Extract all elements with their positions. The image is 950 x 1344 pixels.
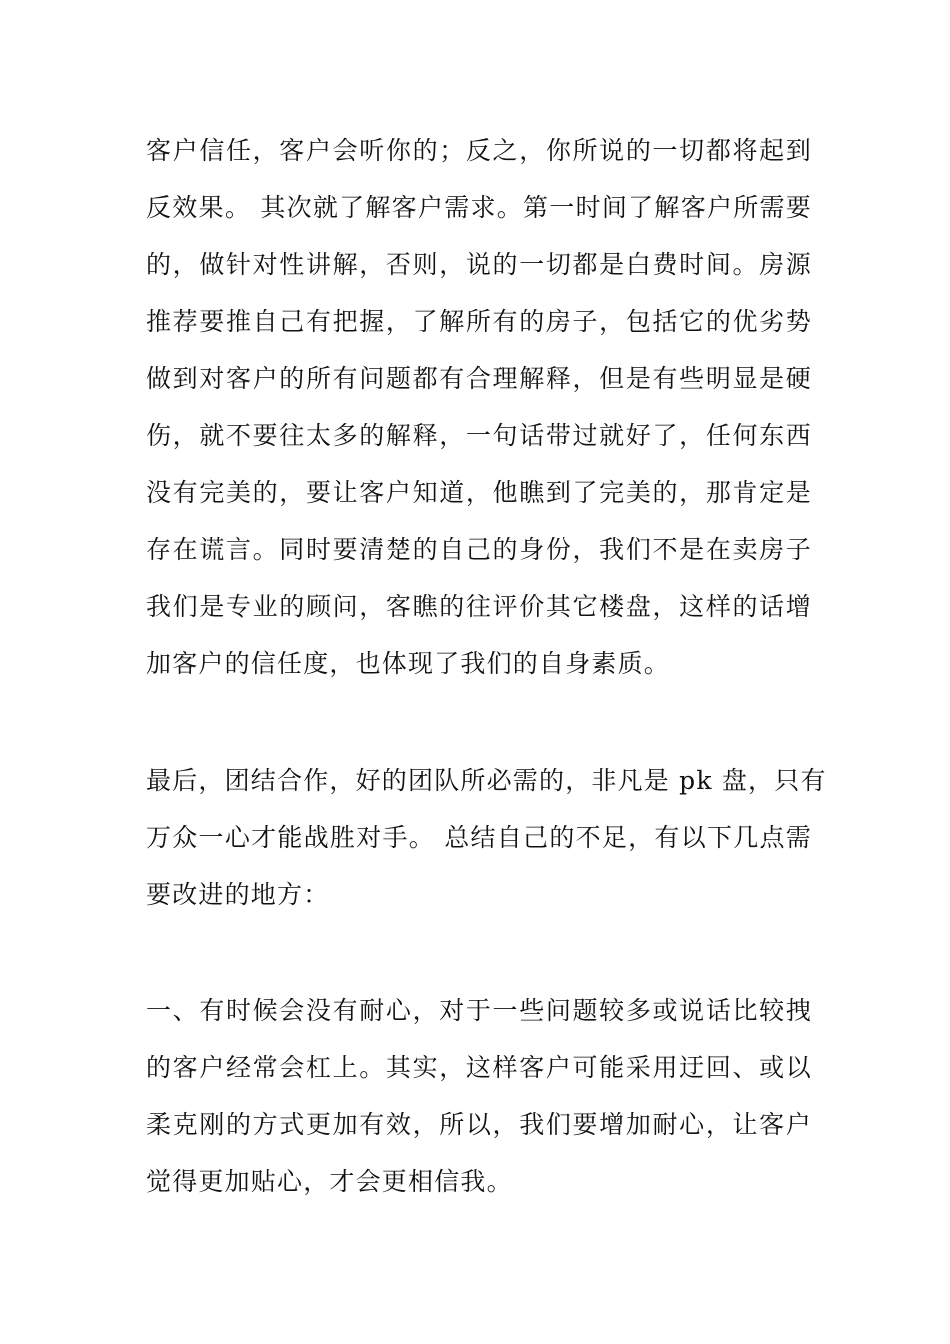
text-line: 加客户的信任度，也体现了我们的自身素质。 — [146, 649, 671, 678]
text-line: 的，做针对性讲解，否则，说的一切都是白费时间。房源 — [146, 250, 812, 279]
text-line: 做到对客户的所有问题都有合理解释，但是有些明显是硬 — [146, 364, 812, 393]
text-line: 伤，就不要往太多的解释，一句话带过就好了，任何东西 — [146, 421, 812, 450]
paragraph-improvement-point-1 — [146, 982, 812, 1210]
text-line: 一、有时候会没有耐心，对于一些问题较多或说话比较拽 — [146, 996, 812, 1025]
text-line: 推荐要推自己有把握，了解所有的房子，包括它的优劣势 — [146, 307, 812, 336]
text-line: 柔克刚的方式更加有效，所以，我们要增加耐心，让客户 — [146, 1110, 812, 1139]
text-line: 最后，团结合作，好的团队所必需的，非凡是 pk 盘，只有 — [146, 766, 827, 795]
text-line: 没有完美的，要让客户知道，他瞧到了完美的，那肯定是 — [146, 478, 812, 507]
text-line: 反效果。 其次就了解客户需求。第一时间了解客户所需要 — [146, 193, 812, 222]
text-line: 存在谎言。同时要清楚的自己的身份，我们不是在卖房子 — [146, 535, 812, 564]
text-line: 万众一心才能战胜对手。 总结自己的不足，有以下几点需 — [146, 823, 812, 852]
paragraph-teamwork — [146, 752, 827, 923]
text-line: 我们是专业的顾问，客瞧的往评价其它楼盘，这样的话增 — [146, 592, 812, 621]
text-line: 客户信任，客户会听你的；反之，你所说的一切都将起到 — [146, 136, 812, 165]
text-line: 觉得更加贴心，才会更相信我。 — [146, 1167, 513, 1196]
text-line: 要改进的地方： — [146, 880, 330, 909]
text-line: 的客户经常会杠上。其实，这样客户可能采用迂回、或以 — [146, 1053, 812, 1082]
paragraph-customer-trust — [146, 122, 812, 692]
